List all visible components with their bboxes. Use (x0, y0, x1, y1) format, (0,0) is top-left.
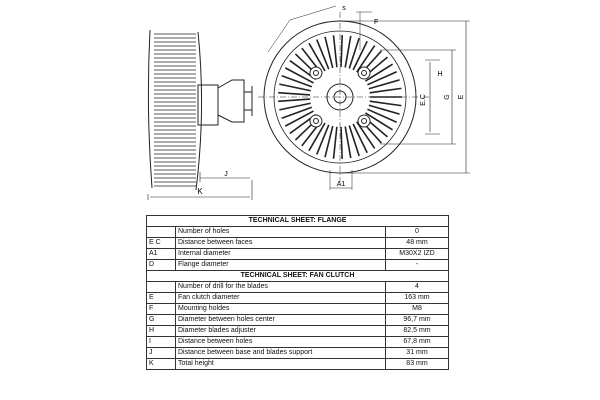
row-value: 31 mm (386, 348, 449, 359)
row-code: H (147, 326, 176, 337)
row-code: E C (147, 238, 176, 249)
mounting-hole (358, 115, 370, 127)
row-code: E (147, 293, 176, 304)
table-row (147, 359, 449, 370)
row-value: M30X2 IZD (386, 249, 449, 260)
row-description: Diameter blades adjuster (176, 326, 386, 337)
front-fin (278, 93, 310, 95)
side-view-flange (218, 80, 244, 122)
flange-sheet-header (147, 216, 449, 227)
front-view (258, 6, 470, 190)
row-value: M8 (386, 304, 449, 315)
mounting-hole (358, 67, 370, 79)
dim-label-a1: A1 (336, 181, 346, 188)
table-row (147, 238, 449, 249)
front-fin (334, 35, 337, 67)
row-code: G (147, 315, 176, 326)
side-view (148, 30, 252, 200)
row-value: - (386, 260, 449, 271)
row-code: I (147, 337, 176, 348)
row-code: F (147, 304, 176, 315)
table-row (147, 326, 449, 337)
row-code: K (147, 359, 176, 370)
front-fin (345, 36, 351, 68)
dim-label-g: G (444, 94, 451, 100)
front-fin (349, 126, 359, 156)
dim-label-h: H (437, 71, 443, 78)
row-value: 83 mm (386, 359, 449, 370)
row-description: Number of drill for the blades (176, 282, 386, 293)
row-value: 0 (386, 227, 449, 238)
technical-sheet-table (146, 215, 449, 370)
row-description: Flange diameter (176, 260, 386, 271)
table-row (147, 282, 449, 293)
dim-label-k: K (197, 187, 203, 196)
flange-sheet-header-title: TECHNICAL SHEET: FLANGE (147, 216, 449, 227)
table-row (147, 249, 449, 260)
table-row (147, 227, 449, 238)
table-row (147, 260, 449, 271)
row-description: Fan clutch diameter (176, 293, 386, 304)
row-value: 163 mm (386, 293, 449, 304)
clutch-sheet-header-title: TECHNICAL SHEET: FAN CLUTCH (147, 271, 449, 282)
dim-label-e: E (458, 94, 465, 100)
front-fin (370, 88, 402, 92)
row-code: A1 (147, 249, 176, 260)
front-fin (349, 38, 359, 68)
table-row (147, 348, 449, 359)
mounting-hole (310, 67, 322, 79)
front-fin (278, 99, 310, 101)
front-fin (341, 127, 342, 159)
dim-label-f: F (374, 19, 379, 26)
row-description: Distance between holes (176, 337, 386, 348)
row-code (147, 282, 176, 293)
front-fin (341, 35, 342, 67)
row-description: Internal diameter (176, 249, 386, 260)
row-value: 48 mm (386, 238, 449, 249)
row-description: Diameter between holes center (176, 315, 386, 326)
row-value: 82,5 mm (386, 326, 449, 337)
dim-label-j: J (224, 171, 228, 178)
table-row (147, 293, 449, 304)
front-fin (345, 127, 351, 159)
row-code: J (147, 348, 176, 359)
row-description: Distance between base and blades support (176, 348, 386, 359)
row-value: 96,7 mm (386, 315, 449, 326)
row-description: Total height (176, 359, 386, 370)
row-description: Number of holes (176, 227, 386, 238)
table-row (147, 304, 449, 315)
dim-label-s: s (342, 5, 346, 12)
mounting-hole (310, 115, 322, 127)
clutch-sheet-header (147, 271, 449, 282)
dim-label-ec: E.C (420, 94, 427, 106)
row-value: 4 (386, 282, 449, 293)
table-row (147, 315, 449, 326)
front-fin (370, 101, 402, 105)
row-description: Distance between faces (176, 238, 386, 249)
row-description: Mounting holdes (176, 304, 386, 315)
row-value: 67,8 mm (386, 337, 449, 348)
row-code: D (147, 260, 176, 271)
table-row (147, 337, 449, 348)
side-view-fins (154, 34, 196, 186)
row-code (147, 227, 176, 238)
front-fin (334, 127, 337, 159)
